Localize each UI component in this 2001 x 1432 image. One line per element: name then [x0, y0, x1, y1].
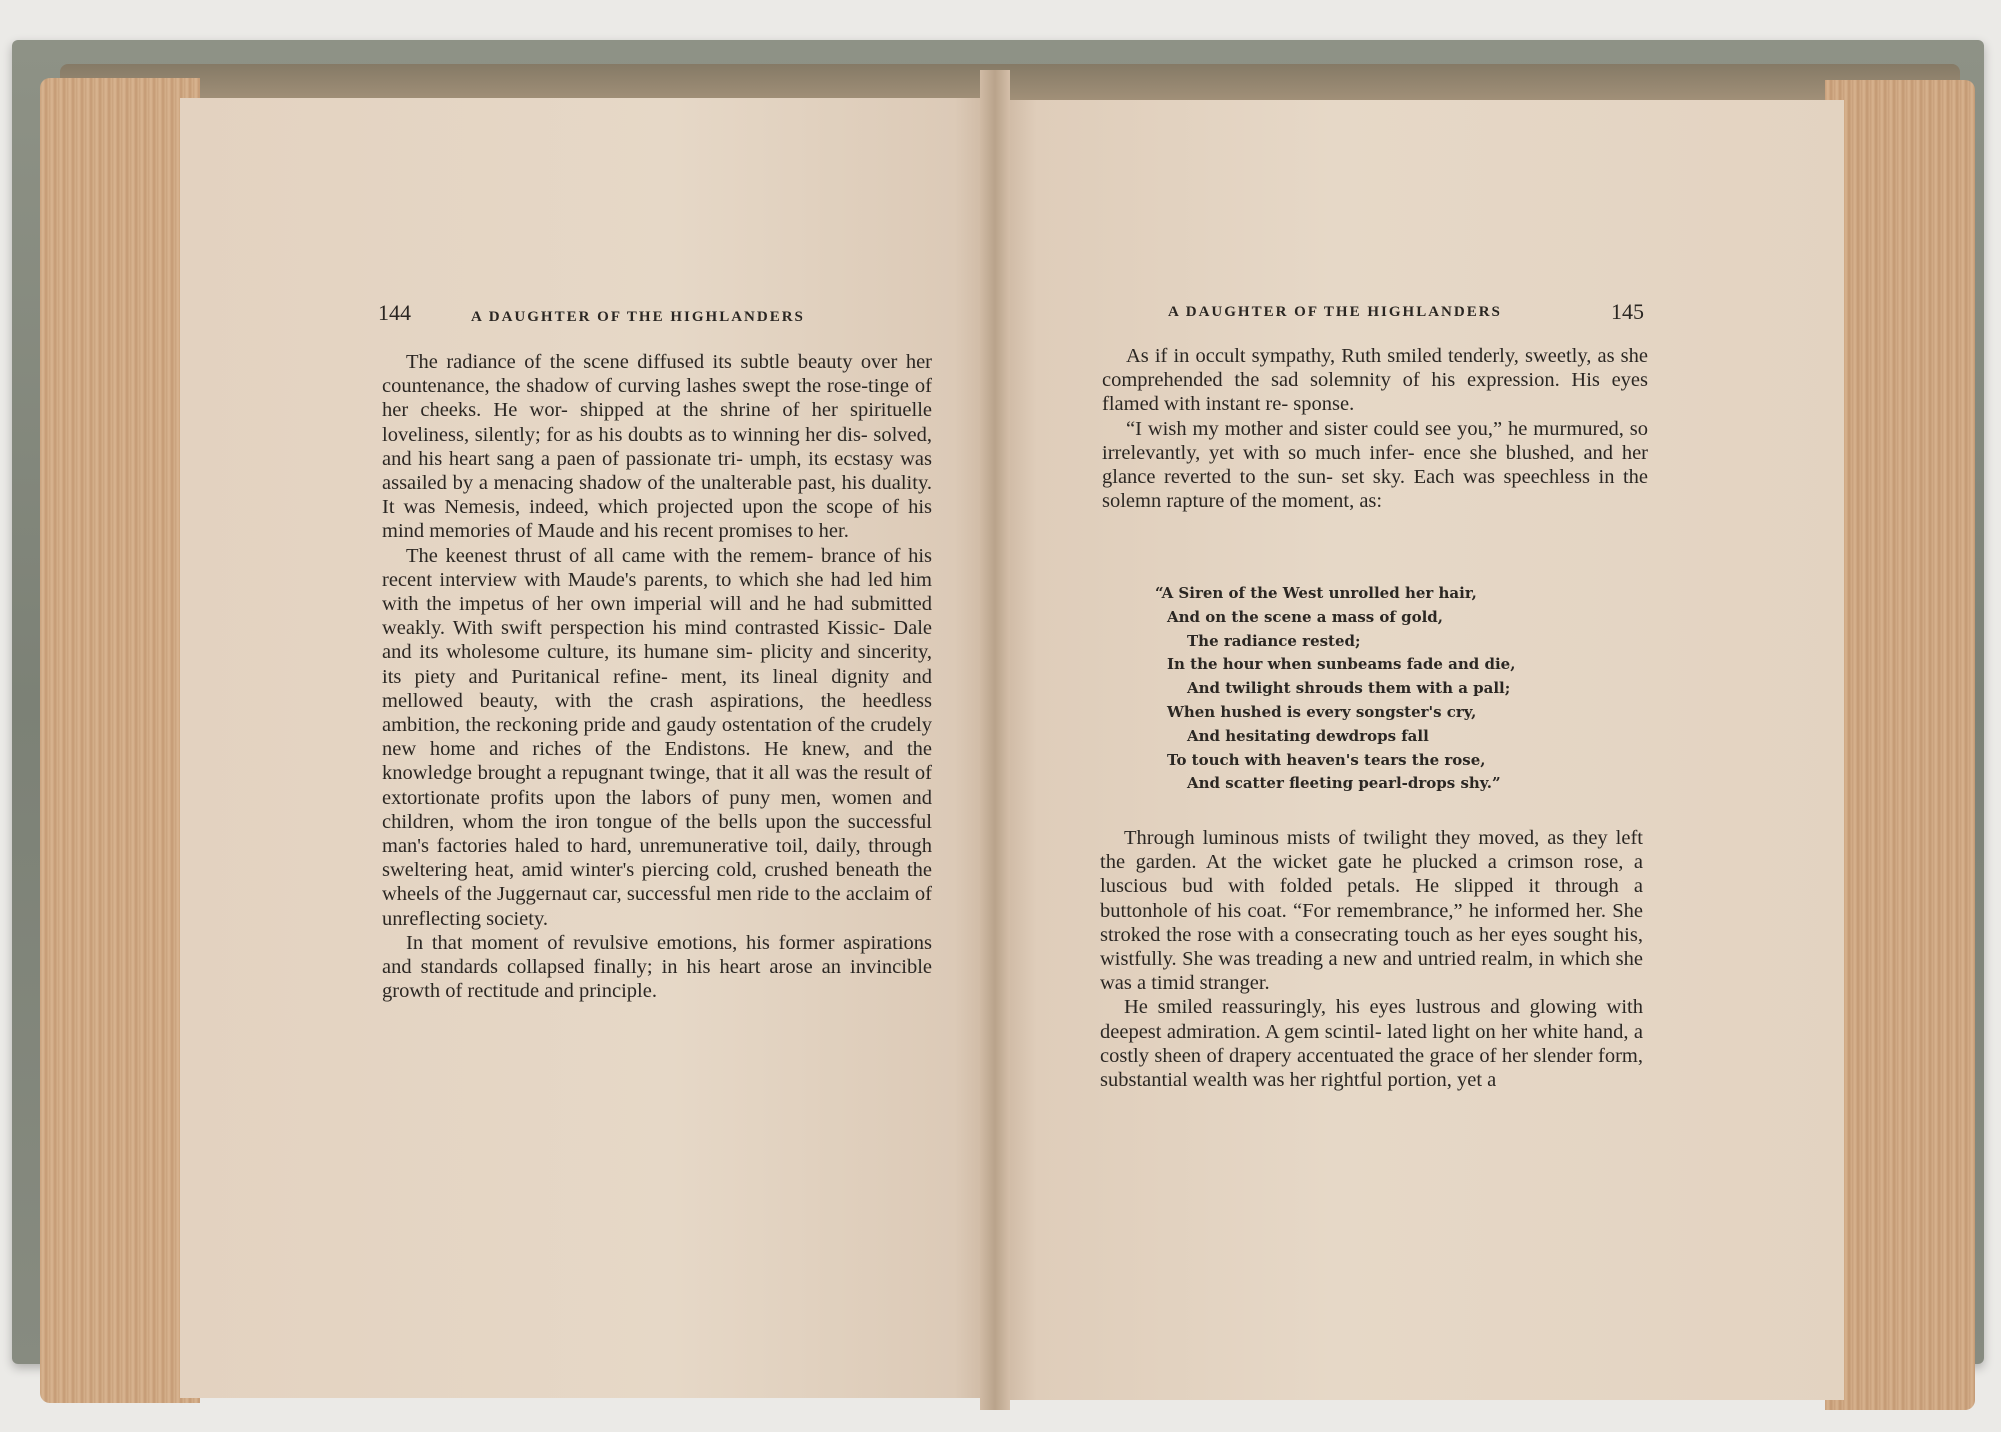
left-paragraph-1: The radiance of the scene diffused its subtle beauty over her countenance, the shadow of curving lashes swept the rose-tinge of her cheeks. He wor- shipped at the shrine of her spirituelle loveliness, silently; for as his doubts as to winning her dis- solved, and his heart sang a paen of passionate tri- umph, its ecstasy was assailed by a menacing shadow of the unalterable past, his duality. It was Nemesis, indeed, which projected upon the scope of his mind memories of Maude and his recent promises to her. — [382, 351, 932, 543]
poem-line: And hesitating dewdrops fall — [1187, 726, 1429, 745]
right-paragraph-1: As if in occult sympathy, Ruth smiled tenderly, sweetly, as she comprehended the sad solemnity of his expression. His eyes flamed with instant re- sponse. — [1102, 345, 1648, 416]
left-page-number: 144 — [378, 300, 411, 325]
left-page-text — [382, 350, 932, 1003]
poem-line: To touch with heaven's tears the rose, — [1167, 750, 1486, 769]
right-paragraph-2: “I wish my mother and sister could see you,” he murmured, so irrelevantly, yet with so much infer- ence she blushed, and her glance reverted to the sun- set sky. Each was speechless in the solemn rapture of the moment, as: — [1102, 417, 1648, 513]
left-running-title: A DAUGHTER OF THE HIGHLANDERS — [471, 309, 805, 325]
poem-line: The radiance rested; — [1187, 631, 1361, 650]
right-page-edges — [1825, 80, 1975, 1410]
poem-line: And twilight shrouds them with a pall; — [1187, 679, 1511, 698]
left-paragraph-2: The keenest thrust of all came with the remem- brance of his recent interview with Maude's parents, to which she had led him with the impetus of her own imperial will and he had submitted weakly. With swift perspection his mind contrasted Kissic- Dale and its wholesome culture, its humane sim- plicity and sincerity, its piety and Puritanical refine- ment, its lineal dignity and mellowed beauty, with the crash aspirations, the heedless ambition, the reckoning pride and gaudy ostentation of the crudely new home and riches of the Endistons. He knew, and the knowledge brought a repugnant twinge, that it all was the result of extortionate profits upon the labors of puny men, women and children, whom the iron tongue of the bells upon the successful man's factories haled to hard, unremunerative toil, daily, through sweltering heat, amid winter's piercing cold, crushed beneath the wheels of the Juggernaut car, successful men ride to the acclaim of unreflecting society. — [382, 544, 932, 930]
left-page-edges — [40, 78, 200, 1403]
right-page-text-top — [1102, 344, 1648, 513]
right-paragraph-4: He smiled reassuringly, his eyes lustrous and glowing with deepest admiration. A gem scintil- lated light on her white hand, a costly sheen of drapery accentuated the grace of her slender form, substantial wealth was her rightful portion, yet a — [1100, 996, 1643, 1092]
poem-line: In the hour when sunbeams fade and die, — [1167, 655, 1516, 674]
poem-line: “A Siren of the West unrolled her hair, — [1155, 584, 1477, 602]
right-page-text-bottom — [1100, 826, 1643, 1092]
right-running-title: A DAUGHTER OF THE HIGHLANDERS — [1168, 304, 1502, 320]
left-paragraph-3: In that moment of revulsive emotions, his former aspirations and standards collapsed finally; in his heart arose an invincible growth of rectitude and principle. — [382, 931, 932, 1003]
book-gutter — [980, 70, 1010, 1410]
poem — [1155, 582, 1515, 796]
poem-line: And scatter fleeting pearl-drops shy.” — [1187, 774, 1501, 793]
poem-line: When hushed is every songster's cry, — [1167, 702, 1477, 721]
right-page-number: 145 — [1611, 299, 1644, 324]
poem-line: And on the scene a mass of gold, — [1167, 607, 1444, 626]
right-paragraph-3: Through luminous mists of twilight they moved, as they left the garden. At the wicket gate he plucked a crimson rose, a luscious bud with folded petals. He slipped it through a buttonhole of his coat. “For remembrance,” he informed her. She stroked the rose with a consecrating touch as her eyes sought his, wistfully. She was treading a new and untried realm, in which she was a timid stranger. — [1100, 827, 1643, 995]
